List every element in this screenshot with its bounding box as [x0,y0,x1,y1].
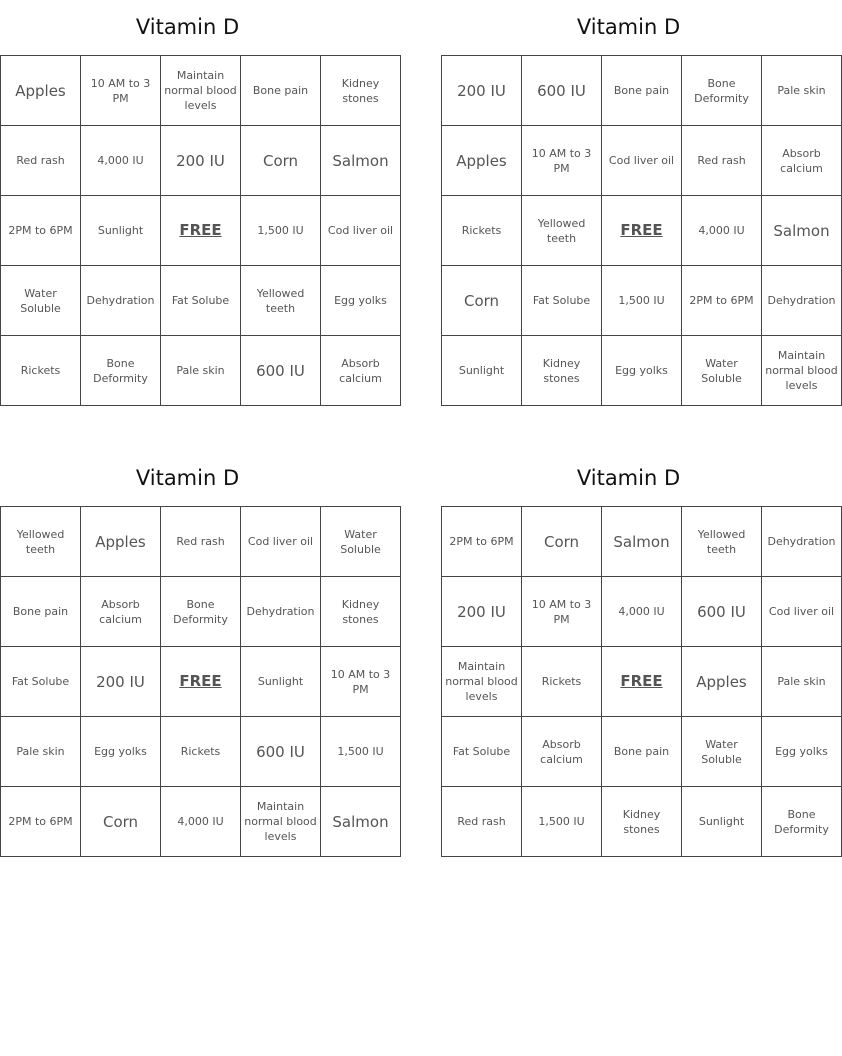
bingo-cell: Apples [1,56,81,126]
bingo-cell: Salmon [602,507,682,577]
bingo-cell: Maintain normal blood levels [241,787,321,857]
bingo-cell: Maintain normal blood levels [161,56,241,126]
bingo-cell: 10 AM to 3 PM [321,647,401,717]
bingo-cell: Maintain normal blood levels [762,336,842,406]
bingo-cell: Egg yolks [81,717,161,787]
bingo-cell: Bone Deformity [682,56,762,126]
bingo-cell: 1,500 IU [602,266,682,336]
bingo-cell: Water Soluble [1,266,81,336]
bingo-cell: 200 IU [442,577,522,647]
bingo-cell: 10 AM to 3 PM [522,126,602,196]
bingo-cell: Salmon [321,126,401,196]
bingo-cell: Dehydration [241,577,321,647]
bingo-cell: Fat Solube [161,266,241,336]
bingo-cell: Apples [81,507,161,577]
bingo-cell: 1,500 IU [321,717,401,787]
bingo-cell: Absorb calcium [81,577,161,647]
bingo-cell: Absorb calcium [522,717,602,787]
bingo-cell: 10 AM to 3 PM [81,56,161,126]
bingo-cell: Water Soluble [682,336,762,406]
bingo-cell: 4,000 IU [81,126,161,196]
bingo-cell: Fat Solube [522,266,602,336]
bingo-cell: Yellowed teeth [1,507,81,577]
free-space-cell: FREE [602,196,682,266]
bingo-grid [441,55,842,406]
bingo-cell: Red rash [1,126,81,196]
bingo-cell: 1,500 IU [241,196,321,266]
bingo-cell: Egg yolks [762,717,842,787]
grid-row [442,196,842,266]
bingo-cell: Corn [81,787,161,857]
bingo-cell: Sunlight [442,336,522,406]
bingo-cell: 600 IU [241,717,321,787]
bingo-cell: Absorb calcium [321,336,401,406]
bingo-cell: Pale skin [762,56,842,126]
bingo-cell: Sunlight [682,787,762,857]
grid-row [442,336,842,406]
bingo-cell: 600 IU [241,336,321,406]
bingo-cell: 2PM to 6PM [682,266,762,336]
bingo-cell: Fat Solube [442,717,522,787]
grid-row [1,336,401,406]
grid-row [442,507,842,577]
bingo-cell: Bone pain [241,56,321,126]
bingo-cell: Sunlight [241,647,321,717]
grid-row [1,56,401,126]
bingo-cell: 1,500 IU [522,787,602,857]
card-title: Vitamin D [135,15,240,39]
bingo-cell: Cod liver oil [762,577,842,647]
grid-row [1,126,401,196]
bingo-cell: Pale skin [1,717,81,787]
grid-row [442,647,842,717]
bingo-cell: Yellowed teeth [241,266,321,336]
bingo-cell: Fat Solube [1,647,81,717]
bingo-cell: Apples [682,647,762,717]
bingo-cell: Egg yolks [602,336,682,406]
bingo-cell: Bone Deformity [762,787,842,857]
card-title: Vitamin D [135,466,240,490]
grid-row [442,56,842,126]
bingo-cell: Pale skin [161,336,241,406]
grid-row [1,196,401,266]
grid-row [442,126,842,196]
bingo-cell: Water Soluble [682,717,762,787]
bingo-cell: Salmon [762,196,842,266]
grid-row [1,717,401,787]
bingo-cell: Rickets [522,647,602,717]
bingo-cell: Rickets [161,717,241,787]
bingo-cell: Bone Deformity [81,336,161,406]
card-title: Vitamin D [576,15,681,39]
bingo-grid [441,506,842,857]
bingo-cell: 2PM to 6PM [1,787,81,857]
bingo-cell: Bone Deformity [161,577,241,647]
bingo-grid [0,506,401,857]
bingo-cell: Red rash [161,507,241,577]
free-space-cell: FREE [602,647,682,717]
bingo-cell: Dehydration [81,266,161,336]
grid-row [442,266,842,336]
free-space-cell: FREE [161,647,241,717]
bingo-cell: 200 IU [81,647,161,717]
bingo-cell: Rickets [1,336,81,406]
bingo-cell: 4,000 IU [602,577,682,647]
bingo-cell: 2PM to 6PM [1,196,81,266]
bingo-cell: Dehydration [762,266,842,336]
bingo-cell: 200 IU [161,126,241,196]
bingo-grid [0,55,401,406]
grid-row [442,717,842,787]
bingo-cell: Kidney stones [522,336,602,406]
bingo-cell: 10 AM to 3 PM [522,577,602,647]
bingo-cell: 600 IU [522,56,602,126]
bingo-cell: Corn [522,507,602,577]
free-space-cell: FREE [161,196,241,266]
bingo-cell: Corn [442,266,522,336]
bingo-cell: Kidney stones [321,56,401,126]
bingo-cell: Kidney stones [321,577,401,647]
bingo-cell: Egg yolks [321,266,401,336]
bingo-cell: Apples [442,126,522,196]
grid-row [1,787,401,857]
bingo-cell: Yellowed teeth [682,507,762,577]
grid-row [1,577,401,647]
bingo-cell: Bone pain [602,56,682,126]
bingo-cell: Corn [241,126,321,196]
bingo-cell: Red rash [442,787,522,857]
bingo-cell: Pale skin [762,647,842,717]
bingo-cell: Dehydration [762,507,842,577]
bingo-cell: Rickets [442,196,522,266]
bingo-cell: Cod liver oil [321,196,401,266]
grid-row [442,577,842,647]
bingo-cell: Yellowed teeth [522,196,602,266]
card-title: Vitamin D [576,466,681,490]
bingo-cell: Cod liver oil [602,126,682,196]
bingo-cell: Kidney stones [602,787,682,857]
bingo-cell: 4,000 IU [161,787,241,857]
bingo-cell: Absorb calcium [762,126,842,196]
bingo-cell: Bone pain [602,717,682,787]
bingo-cell: Maintain normal blood levels [442,647,522,717]
bingo-cell: 2PM to 6PM [442,507,522,577]
bingo-cell: Water Soluble [321,507,401,577]
grid-row [442,787,842,857]
bingo-cell: Bone pain [1,577,81,647]
grid-row [1,647,401,717]
bingo-cell: Cod liver oil [241,507,321,577]
bingo-cell: Red rash [682,126,762,196]
bingo-cell: 600 IU [682,577,762,647]
grid-row [1,507,401,577]
grid-row [1,266,401,336]
bingo-cell: Sunlight [81,196,161,266]
bingo-cell: 200 IU [442,56,522,126]
bingo-cell: Salmon [321,787,401,857]
bingo-cell: 4,000 IU [682,196,762,266]
